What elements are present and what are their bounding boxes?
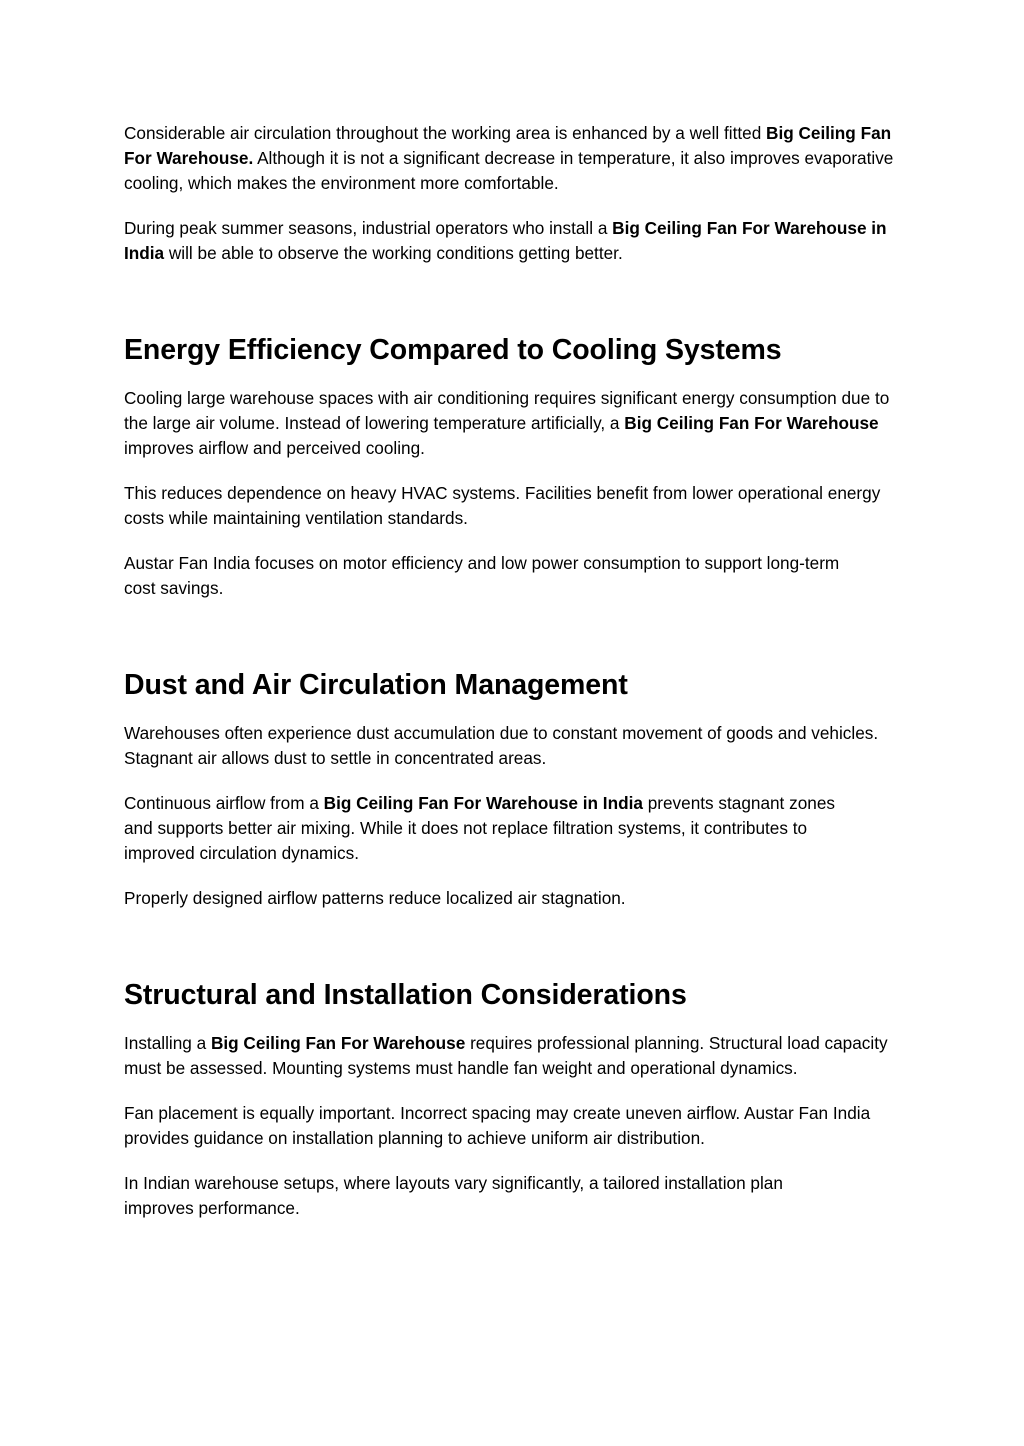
section-heading: Energy Efficiency Compared to Cooling Systems — [124, 334, 782, 366]
keyword-highlight: Big Ceiling Fan For Warehouse in India — [124, 218, 887, 263]
keyword-highlight: Big Ceiling Fan For Warehouse in India — [323, 793, 643, 813]
document-page — [124, 121, 904, 1241]
section-paragraph: Continuous airflow from a Big Ceiling Fan For Warehouse in India prevents stagnant zones and supports better air mixing. While it does not replace filtration systems, it contributes to improved circulation dynamics. — [124, 793, 835, 863]
section-heading: Structural and Installation Considerations — [124, 979, 687, 1011]
section-paragraph: Warehouses often experience dust accumulation due to constant movement of goods and vehicles. Stagnant air allows dust to settle in concentrated areas. — [124, 723, 879, 768]
section-paragraph: Installing a Big Ceiling Fan For Warehouse requires professional planning. Structural load capacity must be assessed. Mounting systems must handle fan weight and operational dynamics. — [124, 1033, 888, 1078]
intro-paragraph-2: During peak summer seasons, industrial operators who install a Big Ceiling Fan For Warehouse in India will be able to observe the working conditions getting better. — [124, 218, 887, 263]
section-paragraph: Properly designed airflow patterns reduce localized air stagnation. — [124, 888, 626, 908]
section-paragraph: This reduces dependence on heavy HVAC systems. Facilities benefit from lower operational energy costs while maintaining ventilation standards. — [124, 483, 881, 528]
section-paragraph: In Indian warehouse setups, where layouts vary significantly, a tailored installation plan improves performance. — [124, 1173, 783, 1218]
section-paragraph: Fan placement is equally important. Incorrect spacing may create uneven airflow. Austar Fan India provides guidance on installation planning to achieve uniform air distribution. — [124, 1103, 871, 1148]
section-heading: Dust and Air Circulation Management — [124, 669, 628, 701]
intro-paragraph-1: Considerable air circulation throughout the working area is enhanced by a well fitted Big Ceiling Fan For Warehouse. Although it is not a significant decrease in temperature, it also improves evaporative cooling, which makes the environment more comfortable. — [124, 123, 894, 193]
keyword-highlight: Big Ceiling Fan For Warehouse. — [124, 123, 892, 168]
section-paragraph: Austar Fan India focuses on motor efficiency and low power consumption to support long-term cost savings. — [124, 553, 840, 598]
section-dust-circulation — [124, 667, 904, 911]
keyword-highlight: Big Ceiling Fan For Warehouse — [210, 1033, 466, 1053]
section-structural-installation — [124, 977, 904, 1221]
section-energy-efficiency — [124, 332, 904, 601]
keyword-highlight: Big Ceiling Fan For Warehouse — [624, 413, 879, 433]
section-paragraph: Cooling large warehouse spaces with air conditioning requires significant energy consumption due to the large air volume. Instead of lowering temperature artificially, a Big Ceiling Fan For Warehouse improves airflow and perceived cooling. — [124, 388, 890, 458]
